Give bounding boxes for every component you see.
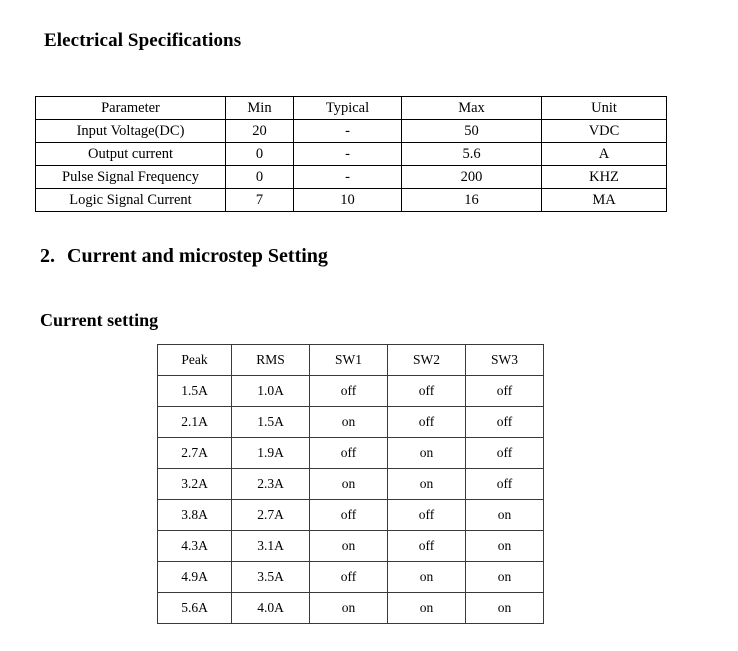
column-header: Parameter — [36, 97, 226, 120]
table-row — [36, 166, 667, 189]
table-cell: on — [310, 531, 388, 562]
table-cell: 1.5A — [232, 407, 310, 438]
table-cell: on — [466, 500, 544, 531]
table-cell: VDC — [542, 120, 667, 143]
table-row — [158, 376, 544, 407]
table-cell: Input Voltage(DC) — [36, 120, 226, 143]
table-row — [36, 189, 667, 212]
table-cell: on — [388, 562, 466, 593]
table-cell: on — [310, 469, 388, 500]
table-header-row — [158, 345, 544, 376]
table-cell: off — [466, 438, 544, 469]
section-title: Current and microstep Setting — [67, 245, 328, 267]
table-cell: 0 — [226, 143, 294, 166]
column-header: Peak — [158, 345, 232, 376]
table-row — [158, 469, 544, 500]
table-cell: KHZ — [542, 166, 667, 189]
table-cell: off — [388, 500, 466, 531]
column-header: SW3 — [466, 345, 544, 376]
table-row — [158, 500, 544, 531]
table-row — [158, 407, 544, 438]
table-cell: on — [388, 438, 466, 469]
table-cell: 0 — [226, 166, 294, 189]
column-header: Typical — [294, 97, 402, 120]
table-cell: Pulse Signal Frequency — [36, 166, 226, 189]
table-cell: off — [388, 531, 466, 562]
table-cell: 20 — [226, 120, 294, 143]
table-cell: - — [294, 166, 402, 189]
table-cell: off — [466, 469, 544, 500]
table-cell: 3.8A — [158, 500, 232, 531]
electrical-specifications-table — [35, 96, 667, 212]
table-cell: Logic Signal Current — [36, 189, 226, 212]
table-cell: on — [388, 593, 466, 624]
table-cell: off — [310, 376, 388, 407]
table-cell: - — [294, 143, 402, 166]
table-cell: 3.5A — [232, 562, 310, 593]
table-cell: 16 — [402, 189, 542, 212]
table-cell: on — [466, 593, 544, 624]
table-cell: off — [310, 438, 388, 469]
table-row — [158, 531, 544, 562]
table-cell: on — [466, 562, 544, 593]
table-cell: off — [466, 376, 544, 407]
table-cell: 1.5A — [158, 376, 232, 407]
table-cell: 3.1A — [232, 531, 310, 562]
table-cell: 2.3A — [232, 469, 310, 500]
table-cell: 50 — [402, 120, 542, 143]
table-cell: 4.3A — [158, 531, 232, 562]
table-cell: 7 — [226, 189, 294, 212]
table-row — [158, 438, 544, 469]
table-cell: 2.1A — [158, 407, 232, 438]
column-header: Min — [226, 97, 294, 120]
electrical-specifications-heading: Electrical Specifications — [44, 30, 242, 51]
table-cell: 2.7A — [232, 500, 310, 531]
column-header: SW1 — [310, 345, 388, 376]
column-header: SW2 — [388, 345, 466, 376]
section-heading — [40, 245, 328, 268]
table-cell: 5.6A — [158, 593, 232, 624]
table-cell: on — [310, 593, 388, 624]
table-cell: 3.2A — [158, 469, 232, 500]
current-setting-table — [157, 344, 544, 624]
table-cell: off — [310, 562, 388, 593]
column-header: Max — [402, 97, 542, 120]
table-cell: - — [294, 120, 402, 143]
table-cell: off — [310, 500, 388, 531]
table-cell: on — [388, 469, 466, 500]
table-cell: 1.0A — [232, 376, 310, 407]
table-cell: 200 — [402, 166, 542, 189]
table-cell: A — [542, 143, 667, 166]
table-cell: MA — [542, 189, 667, 212]
column-header: Unit — [542, 97, 667, 120]
table-cell: 4.9A — [158, 562, 232, 593]
table-row — [158, 562, 544, 593]
table-row — [36, 143, 667, 166]
section-number: 2. — [40, 245, 55, 267]
current-setting-heading: Current setting — [40, 310, 159, 330]
table-row — [158, 593, 544, 624]
table-cell: on — [310, 407, 388, 438]
table-cell: off — [388, 407, 466, 438]
table-cell: 1.9A — [232, 438, 310, 469]
column-header: RMS — [232, 345, 310, 376]
table-cell: on — [466, 531, 544, 562]
table-cell: 4.0A — [232, 593, 310, 624]
table-cell: 2.7A — [158, 438, 232, 469]
table-cell: 5.6 — [402, 143, 542, 166]
table-cell: Output current — [36, 143, 226, 166]
table-cell: off — [466, 407, 544, 438]
table-row — [36, 120, 667, 143]
table-header-row — [36, 97, 667, 120]
table-cell: 10 — [294, 189, 402, 212]
table-cell: off — [388, 376, 466, 407]
